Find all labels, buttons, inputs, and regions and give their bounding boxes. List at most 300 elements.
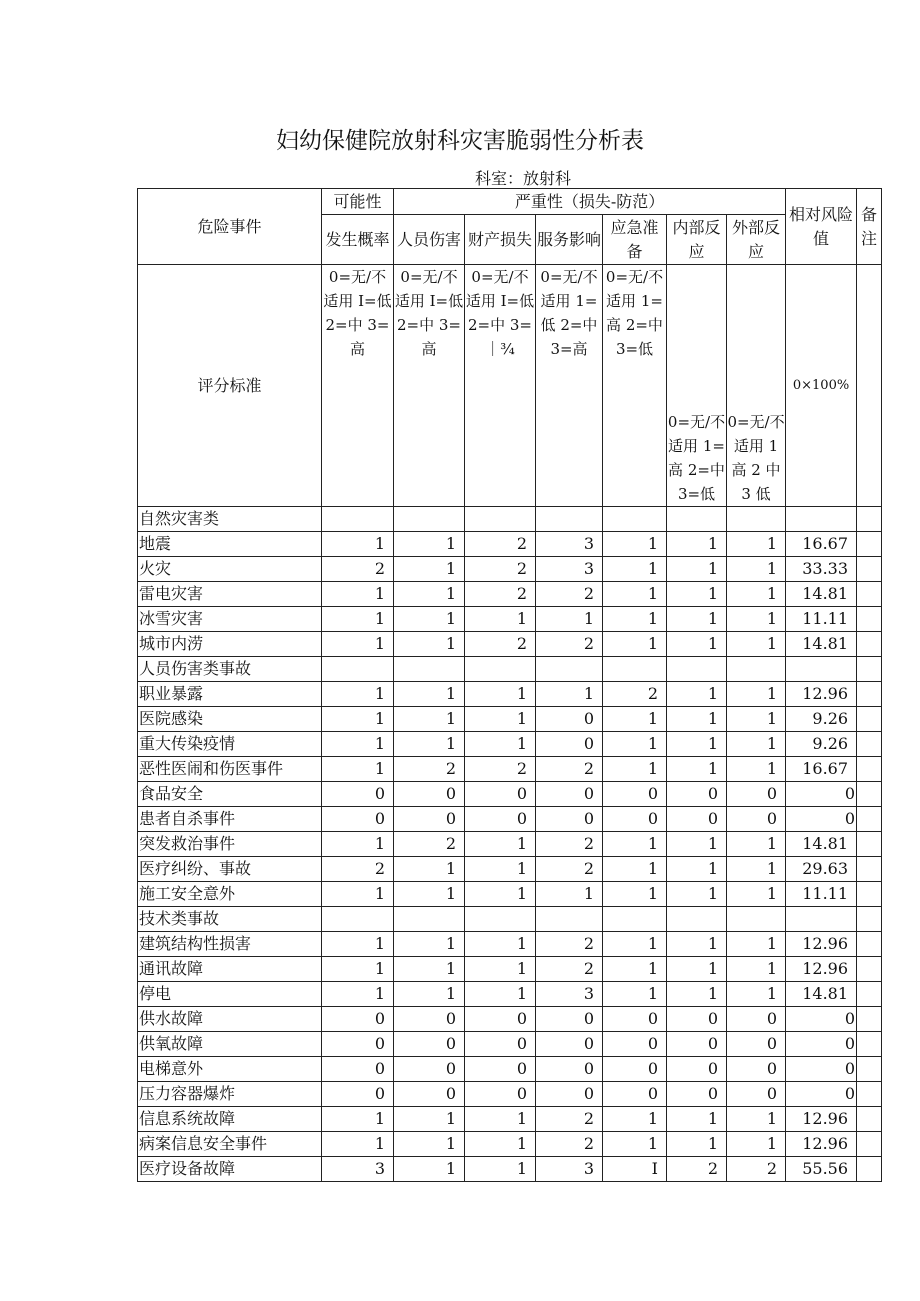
score-cell: 0 <box>322 782 394 807</box>
score-cell: 3 <box>536 532 603 557</box>
table-row <box>138 557 882 582</box>
event-name: 突发救治事件 <box>138 832 322 857</box>
score-cell: 1 <box>667 582 727 607</box>
score-cell: 1 <box>322 582 394 607</box>
risk-value: 33.33 <box>786 557 857 582</box>
empty-cell <box>536 907 603 932</box>
event-name: 供水故障 <box>138 1007 322 1032</box>
event-name: 信息系统故障 <box>138 1107 322 1132</box>
score-cell: 0 <box>536 1032 603 1057</box>
risk-value: 16.67 <box>786 532 857 557</box>
score-cell: 1 <box>322 982 394 1007</box>
score-cell: 0 <box>667 1082 727 1107</box>
table-row <box>138 532 882 557</box>
empty-cell <box>786 657 857 682</box>
score-cell: 3 <box>536 982 603 1007</box>
score-cell: 1 <box>465 882 536 907</box>
score-cell: 1 <box>322 932 394 957</box>
score-cell: 1 <box>465 1157 536 1182</box>
event-name: 停电 <box>138 982 322 1007</box>
score-cell: 0 <box>603 782 667 807</box>
score-cell: 1 <box>727 982 786 1007</box>
score-cell: 1 <box>465 707 536 732</box>
score-cell: 1 <box>322 607 394 632</box>
score-cell: 1 <box>727 757 786 782</box>
score-cell: 2 <box>536 757 603 782</box>
score-cell: 1 <box>322 532 394 557</box>
empty-cell <box>322 907 394 932</box>
score-cell: 1 <box>667 957 727 982</box>
score-cell: 1 <box>465 1132 536 1157</box>
score-cell: 0 <box>465 782 536 807</box>
score-cell: 2 <box>394 757 465 782</box>
empty-cell <box>786 507 857 532</box>
score-cell: 1 <box>667 882 727 907</box>
remark-cell <box>857 1032 882 1057</box>
score-cell: 0 <box>465 1082 536 1107</box>
score-cell: 1 <box>465 932 536 957</box>
score-cell: 0 <box>394 1082 465 1107</box>
score-cell: 1 <box>667 757 727 782</box>
empty-cell <box>603 657 667 682</box>
score-cell: 3 <box>536 557 603 582</box>
score-cell: 2 <box>536 582 603 607</box>
remark-cell <box>857 957 882 982</box>
empty-cell <box>786 907 857 932</box>
score-cell: 0 <box>322 1082 394 1107</box>
score-cell: 2 <box>465 632 536 657</box>
score-cell: 1 <box>465 1107 536 1132</box>
score-cell: 1 <box>322 832 394 857</box>
criteria-label: 评分标准 <box>138 265 322 507</box>
empty-cell <box>603 907 667 932</box>
subheader-emergency-prep: 应急准备 <box>603 215 667 265</box>
category-label: 自然灾害类 <box>138 507 322 532</box>
score-cell: 1 <box>603 832 667 857</box>
score-cell: 2 <box>536 957 603 982</box>
score-cell: 2 <box>465 532 536 557</box>
score-cell: 0 <box>536 1082 603 1107</box>
score-cell: 1 <box>603 582 667 607</box>
score-cell: 0 <box>727 1082 786 1107</box>
category-label: 人员伤害类事故 <box>138 657 322 682</box>
remark-cell <box>857 557 882 582</box>
score-cell: 1 <box>667 732 727 757</box>
table-row <box>138 607 882 632</box>
event-name: 城市内涝 <box>138 632 322 657</box>
risk-value: 11.11 <box>786 882 857 907</box>
score-cell: 1 <box>465 682 536 707</box>
score-cell: 1 <box>667 832 727 857</box>
score-cell: 1 <box>603 557 667 582</box>
event-name: 医疗设备故障 <box>138 1157 322 1182</box>
score-cell: 2 <box>465 582 536 607</box>
score-cell: 0 <box>603 807 667 832</box>
score-cell: 1 <box>727 857 786 882</box>
score-cell: 1 <box>603 882 667 907</box>
category-label: 技术类事故 <box>138 907 322 932</box>
empty-cell <box>603 507 667 532</box>
score-cell: 0 <box>667 807 727 832</box>
risk-value: 14.81 <box>786 582 857 607</box>
criteria-remark <box>857 265 882 507</box>
score-cell: 1 <box>394 532 465 557</box>
score-cell: 1 <box>667 632 727 657</box>
score-cell: 2 <box>667 1157 727 1182</box>
empty-cell <box>322 657 394 682</box>
remark-cell <box>857 582 882 607</box>
department-label: 科室：放射科 <box>474 169 571 188</box>
criteria-cell: 0=无/不适用 I=低 2=中 3=高 <box>394 265 465 507</box>
vulnerability-table <box>137 188 882 1182</box>
table-row <box>138 782 882 807</box>
score-cell: 1 <box>667 557 727 582</box>
score-cell: 0 <box>667 1057 727 1082</box>
risk-value: 0 <box>786 807 857 832</box>
score-cell: 1 <box>603 757 667 782</box>
remark-cell <box>857 682 882 707</box>
score-cell: 0 <box>536 807 603 832</box>
risk-value: 14.81 <box>786 632 857 657</box>
empty-cell <box>465 907 536 932</box>
remark-cell <box>857 1157 882 1182</box>
header-severity: 严重性（损失-防范） <box>394 189 786 215</box>
event-name: 火灾 <box>138 557 322 582</box>
risk-value: 11.11 <box>786 607 857 632</box>
risk-value: 14.81 <box>786 982 857 1007</box>
empty-cell <box>394 657 465 682</box>
table-row <box>138 807 882 832</box>
category-row <box>138 507 882 532</box>
table-row <box>138 957 882 982</box>
empty-cell <box>667 657 727 682</box>
score-cell: 1 <box>727 532 786 557</box>
score-cell: 0 <box>465 1007 536 1032</box>
score-cell: 1 <box>536 682 603 707</box>
score-cell: 0 <box>603 1032 667 1057</box>
score-cell: 0 <box>394 1032 465 1057</box>
subheader-personnel-injury: 人员伤害 <box>394 215 465 265</box>
score-cell: 1 <box>536 882 603 907</box>
score-cell: 1 <box>603 607 667 632</box>
score-cell: 0 <box>603 1057 667 1082</box>
event-name: 建筑结构性损害 <box>138 932 322 957</box>
category-row <box>138 657 882 682</box>
empty-cell <box>394 907 465 932</box>
score-cell: 1 <box>667 707 727 732</box>
remark-cell <box>857 532 882 557</box>
score-cell: 0 <box>667 1007 727 1032</box>
score-cell: 1 <box>465 607 536 632</box>
category-row <box>138 907 882 932</box>
risk-value: 12.96 <box>786 682 857 707</box>
event-name: 压力容器爆炸 <box>138 1082 322 1107</box>
score-cell: 2 <box>536 857 603 882</box>
header-remark: 备注 <box>857 189 882 265</box>
event-name: 恶性医闹和伤医事件 <box>138 757 322 782</box>
table-row <box>138 1107 882 1132</box>
score-cell: 1 <box>603 857 667 882</box>
empty-cell <box>394 507 465 532</box>
score-cell: 1 <box>667 532 727 557</box>
remark-cell <box>857 632 882 657</box>
score-cell: 0 <box>727 1007 786 1032</box>
risk-value: 9.26 <box>786 707 857 732</box>
remark-cell <box>857 757 882 782</box>
score-cell: 1 <box>667 607 727 632</box>
score-cell: 0 <box>322 1032 394 1057</box>
score-cell: 1 <box>322 1132 394 1157</box>
subheader-internal-response: 内部反应 <box>667 215 727 265</box>
score-cell: 1 <box>322 682 394 707</box>
score-cell: 0 <box>465 807 536 832</box>
score-cell: 1 <box>322 882 394 907</box>
score-cell: 1 <box>394 1132 465 1157</box>
score-cell: 0 <box>394 1007 465 1032</box>
table-row <box>138 682 882 707</box>
table-row <box>138 882 882 907</box>
score-cell: 1 <box>322 707 394 732</box>
event-name: 通讯故障 <box>138 957 322 982</box>
event-name: 地震 <box>138 532 322 557</box>
score-cell: 2 <box>536 832 603 857</box>
score-cell: 1 <box>667 1107 727 1132</box>
score-cell: 0 <box>727 1032 786 1057</box>
risk-value: 12.96 <box>786 1132 857 1157</box>
table-row <box>138 582 882 607</box>
criteria-risk: 0×100% <box>786 265 857 507</box>
remark-cell <box>857 857 882 882</box>
table-row <box>138 632 882 657</box>
subheader-service-impact: 服务影响 <box>536 215 603 265</box>
remark-cell <box>857 882 882 907</box>
subheader-external-response: 外部反应 <box>727 215 786 265</box>
table-row <box>138 932 882 957</box>
score-cell: 0 <box>394 782 465 807</box>
remark-cell <box>857 1107 882 1132</box>
criteria-cell: 0=无/不适用 1=高 2=中 3=低 <box>603 265 667 507</box>
remark-cell <box>857 982 882 1007</box>
score-cell: 0 <box>603 1082 667 1107</box>
score-cell: 1 <box>727 582 786 607</box>
score-cell: 1 <box>465 832 536 857</box>
remark-cell <box>857 832 882 857</box>
criteria-cell: 0=无/不适用 1 高 2 中 3 低 <box>727 265 786 507</box>
subheader-occurrence: 发生概率 <box>322 215 394 265</box>
score-cell: 1 <box>603 982 667 1007</box>
event-name: 患者自杀事件 <box>138 807 322 832</box>
score-cell: 1 <box>536 607 603 632</box>
event-name: 职业暴露 <box>138 682 322 707</box>
empty-cell <box>857 657 882 682</box>
score-cell: 1 <box>727 1107 786 1132</box>
table-row <box>138 1057 882 1082</box>
score-cell: 1 <box>727 732 786 757</box>
score-cell: 1 <box>667 932 727 957</box>
remark-cell <box>857 1082 882 1107</box>
criteria-cell: 0=无/不适用 I=低 2=中 3=｜¾ <box>465 265 536 507</box>
table-row <box>138 1157 882 1182</box>
score-cell: 1 <box>394 1107 465 1132</box>
score-cell: 0 <box>394 1057 465 1082</box>
score-cell: I <box>603 1157 667 1182</box>
score-cell: 0 <box>536 707 603 732</box>
score-cell: 2 <box>322 857 394 882</box>
event-name: 食品安全 <box>138 782 322 807</box>
remark-cell <box>857 807 882 832</box>
empty-cell <box>465 657 536 682</box>
risk-value: 55.56 <box>786 1157 857 1182</box>
table-row <box>138 1132 882 1157</box>
empty-cell <box>465 507 536 532</box>
event-name: 病案信息安全事件 <box>138 1132 322 1157</box>
header-risk: 相对风险值 <box>786 189 857 265</box>
empty-cell <box>857 907 882 932</box>
empty-cell <box>536 657 603 682</box>
empty-cell <box>322 507 394 532</box>
score-cell: 1 <box>394 632 465 657</box>
risk-value: 12.96 <box>786 1107 857 1132</box>
empty-cell <box>857 507 882 532</box>
score-cell: 2 <box>536 632 603 657</box>
score-cell: 2 <box>536 1107 603 1132</box>
remark-cell <box>857 932 882 957</box>
score-cell: 1 <box>727 832 786 857</box>
score-cell: 0 <box>536 1057 603 1082</box>
table-row <box>138 857 882 882</box>
score-cell: 2 <box>322 557 394 582</box>
empty-cell <box>667 907 727 932</box>
remark-cell <box>857 732 882 757</box>
remark-cell <box>857 607 882 632</box>
score-cell: 1 <box>394 682 465 707</box>
score-cell: 2 <box>727 1157 786 1182</box>
score-cell: 0 <box>727 807 786 832</box>
remark-cell <box>857 1007 882 1032</box>
criteria-cell: 0=无/不适用 1=高 2=中 3=低 <box>667 265 727 507</box>
score-cell: 1 <box>394 882 465 907</box>
risk-value: 29.63 <box>786 857 857 882</box>
table-row <box>138 1032 882 1057</box>
score-cell: 1 <box>465 957 536 982</box>
score-cell: 1 <box>727 682 786 707</box>
event-name: 冰雪灾害 <box>138 607 322 632</box>
score-cell: 1 <box>727 707 786 732</box>
score-cell: 1 <box>394 1157 465 1182</box>
score-cell: 1 <box>603 1132 667 1157</box>
score-cell: 1 <box>667 1132 727 1157</box>
event-name: 雷电灾害 <box>138 582 322 607</box>
score-cell: 2 <box>465 557 536 582</box>
score-cell: 0 <box>667 782 727 807</box>
score-cell: 1 <box>727 957 786 982</box>
score-cell: 1 <box>603 707 667 732</box>
score-cell: 1 <box>322 957 394 982</box>
score-cell: 1 <box>394 707 465 732</box>
score-cell: 1 <box>394 857 465 882</box>
criteria-cell: 0=无/不适用 1=低 2=中 3=高 <box>536 265 603 507</box>
empty-cell <box>536 507 603 532</box>
event-name: 医院感染 <box>138 707 322 732</box>
score-cell: 1 <box>603 732 667 757</box>
score-cell: 1 <box>394 932 465 957</box>
event-name: 重大传染疫情 <box>138 732 322 757</box>
score-cell: 1 <box>322 732 394 757</box>
score-cell: 2 <box>536 932 603 957</box>
table-row <box>138 732 882 757</box>
empty-cell <box>727 657 786 682</box>
score-cell: 1 <box>322 1107 394 1132</box>
score-cell: 1 <box>603 957 667 982</box>
score-cell: 1 <box>667 982 727 1007</box>
table-row <box>138 707 882 732</box>
event-name: 医疗纠纷、事故 <box>138 857 322 882</box>
score-cell: 0 <box>536 782 603 807</box>
table-row <box>138 1007 882 1032</box>
score-cell: 1 <box>667 857 727 882</box>
score-cell: 1 <box>465 857 536 882</box>
table-row <box>138 832 882 857</box>
score-cell: 1 <box>603 532 667 557</box>
risk-value: 0 <box>786 1007 857 1032</box>
remark-cell <box>857 782 882 807</box>
remark-cell <box>857 707 882 732</box>
score-cell: 1 <box>727 557 786 582</box>
empty-cell <box>667 507 727 532</box>
score-cell: 0 <box>536 732 603 757</box>
score-cell: 2 <box>394 832 465 857</box>
score-cell: 1 <box>394 957 465 982</box>
score-cell: 1 <box>603 932 667 957</box>
score-cell: 1 <box>465 732 536 757</box>
score-cell: 0 <box>465 1032 536 1057</box>
score-cell: 1 <box>727 632 786 657</box>
score-cell: 3 <box>536 1157 603 1182</box>
remark-cell <box>857 1057 882 1082</box>
score-cell: 0 <box>603 1007 667 1032</box>
score-cell: 1 <box>603 632 667 657</box>
risk-value: 0 <box>786 1057 857 1082</box>
score-cell: 0 <box>322 1007 394 1032</box>
score-cell: 0 <box>667 1032 727 1057</box>
score-cell: 1 <box>465 982 536 1007</box>
table-row <box>138 1082 882 1107</box>
score-cell: 3 <box>322 1157 394 1182</box>
score-cell: 1 <box>394 582 465 607</box>
score-cell: 0 <box>322 1057 394 1082</box>
empty-cell <box>727 907 786 932</box>
score-cell: 1 <box>727 1132 786 1157</box>
event-name: 供氧故障 <box>138 1032 322 1057</box>
score-cell: 1 <box>322 757 394 782</box>
risk-value: 16.67 <box>786 757 857 782</box>
risk-value: 0 <box>786 1032 857 1057</box>
event-name: 电梯意外 <box>138 1057 322 1082</box>
header-event: 危险事件 <box>138 189 322 265</box>
empty-cell <box>727 507 786 532</box>
score-cell: 2 <box>603 682 667 707</box>
risk-value: 12.96 <box>786 932 857 957</box>
score-cell: 1 <box>603 1107 667 1132</box>
risk-value: 9.26 <box>786 732 857 757</box>
score-cell: 1 <box>394 607 465 632</box>
score-cell: 1 <box>394 557 465 582</box>
score-cell: 0 <box>536 1007 603 1032</box>
remark-cell <box>857 1132 882 1157</box>
risk-value: 0 <box>786 782 857 807</box>
risk-value: 14.81 <box>786 832 857 857</box>
table-row <box>138 982 882 1007</box>
